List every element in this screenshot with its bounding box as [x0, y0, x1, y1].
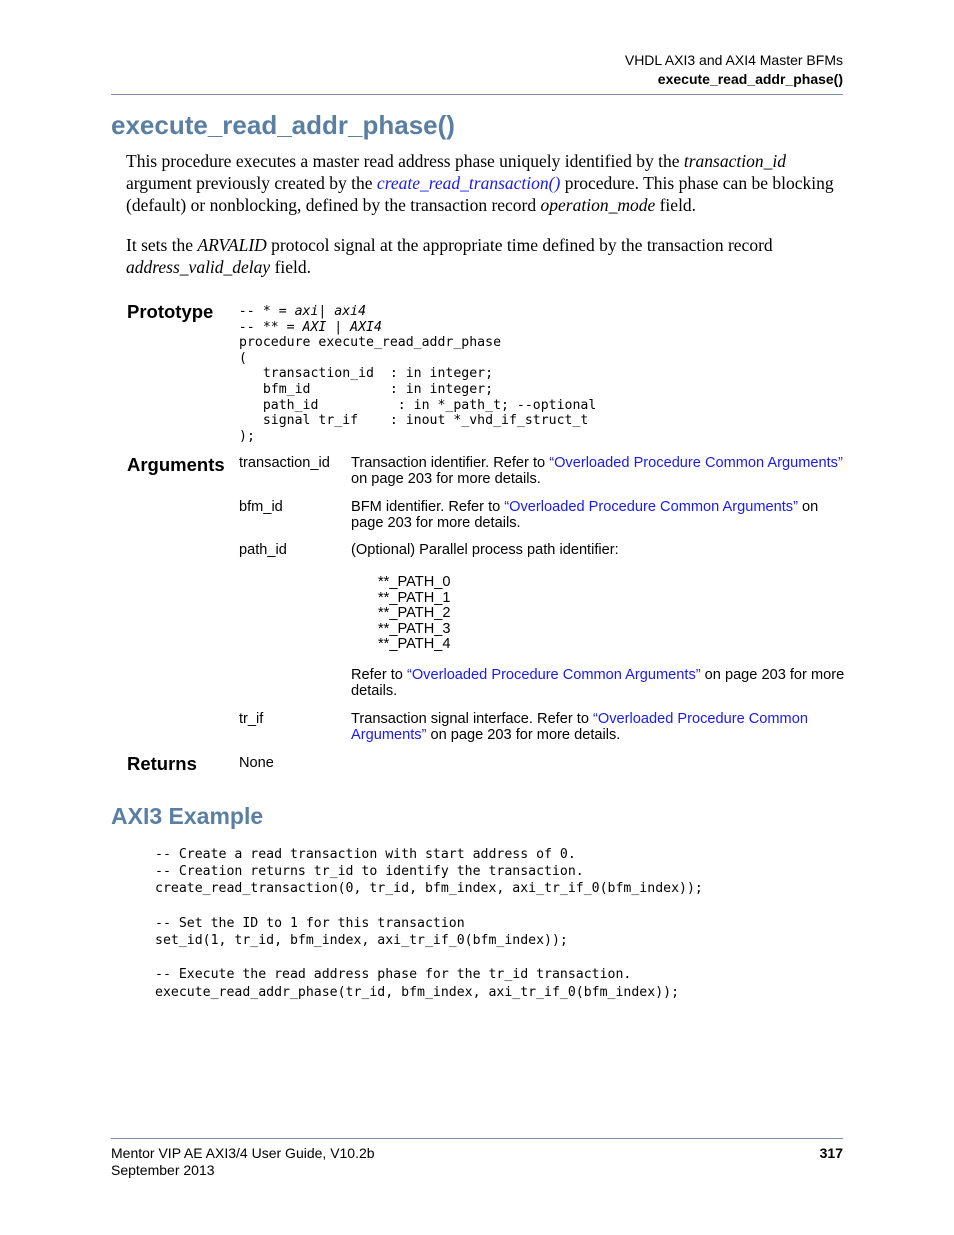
arguments-label: Arguments	[127, 454, 225, 475]
example-code	[155, 846, 703, 1001]
arg-desc-transaction-id	[351, 456, 846, 487]
arg-desc-tr-if	[351, 712, 846, 743]
arg-name-tr-if: tr_if	[239, 711, 264, 727]
overloaded-args-link[interactable]: “Overloaded Procedure Common Arguments”	[406, 667, 701, 683]
overloaded-args-link[interactable]: “Overloaded Procedure Common Arguments”	[504, 499, 798, 515]
example-line: -- Create a read transaction with start address of 0.	[155, 847, 576, 862]
arg-desc-text: BFM identifier. Refer to	[351, 499, 505, 515]
page-title: execute_read_addr_phase()	[111, 110, 455, 140]
arg-name-transaction-id: transaction_id	[239, 455, 330, 471]
path-value: **_PATH_4	[378, 636, 451, 653]
overloaded-args-link[interactable]: “Overloaded Procedure Common Arguments”	[351, 711, 808, 743]
footer-left	[111, 1145, 375, 1179]
example-line: set_id(1, tr_id, bfm_index, axi_tr_if_0(bfm_index));	[155, 933, 568, 948]
prototype-line: procedure execute_read_addr_phase	[239, 335, 502, 351]
prototype-line: );	[239, 428, 255, 444]
arg-desc-text: Transaction identifier. Refer to	[351, 455, 550, 471]
intro-p1-text-d: field.	[655, 195, 697, 215]
intro-p2-text-a: It sets the	[126, 235, 198, 255]
create-read-transaction-link[interactable]: create_read_transaction()	[376, 173, 561, 193]
example-line	[155, 949, 703, 966]
intro-p1-text-c: procedure. This phase can be blocking (default) or nonblocking, defined by the transaction record	[126, 173, 834, 215]
arg-desc-after: on page 203 for more details.	[351, 470, 541, 487]
path-id-values	[378, 575, 450, 653]
prototype-line: signal tr_if : inout *_vhd_if_struct_t	[239, 413, 589, 429]
example-heading: AXI3 Example	[111, 803, 264, 829]
example-line: -- Creation returns tr_id to identify the transaction.	[155, 864, 584, 880]
footer-guide-title: Mentor VIP AE AXI3/4 User Guide, V10.2b	[111, 1145, 375, 1161]
intro-paragraph-2	[126, 234, 846, 278]
returns-label: Returns	[127, 753, 197, 774]
overloaded-args-link[interactable]: “Overloaded Procedure Common Arguments”	[549, 455, 843, 471]
prototype-label: Prototype	[127, 301, 214, 322]
arg-desc-after: on page 203 for more details.	[426, 726, 621, 743]
arg-refer-path-id	[351, 668, 846, 699]
intro-p2-address-valid-delay: address_valid_delay	[126, 257, 271, 277]
arg-desc-after: on page 203 for more details.	[351, 667, 845, 699]
prototype-line: transaction_id : in integer;	[239, 366, 494, 382]
arg-desc-path-id: (Optional) Parallel process path identifier:	[351, 542, 619, 558]
path-value: **_PATH_0	[378, 574, 451, 590]
path-value: **_PATH_1	[378, 589, 451, 606]
example-line: -- Set the ID to 1 for this transaction	[155, 915, 465, 931]
arg-desc-text: Transaction signal interface. Refer to	[351, 711, 593, 727]
arg-desc-text: Refer to	[351, 667, 407, 683]
footer-rule	[111, 1138, 843, 1139]
arg-desc-after: on page 203 for more details.	[351, 499, 819, 531]
intro-paragraph-1	[126, 150, 846, 216]
running-header-title: VHDL AXI3 and AXI4 Master BFMs	[624, 52, 843, 68]
header-rule	[111, 94, 843, 95]
footer-date: September 2013	[111, 1162, 215, 1178]
path-value: **_PATH_2	[378, 605, 451, 622]
arg-name-path-id: path_id	[239, 542, 287, 558]
example-line: -- Execute the read address phase for the tr_id transaction.	[155, 967, 632, 983]
returns-value: None	[239, 755, 274, 771]
prototype-line: -- * = axi| axi4	[239, 304, 367, 319]
example-line: create_read_transaction(0, tr_id, bfm_index, axi_tr_if_0(bfm_index));	[155, 881, 703, 897]
example-line	[155, 898, 703, 915]
example-line: execute_read_addr_phase(tr_id, bfm_index, axi_tr_if_0(bfm_index));	[155, 984, 680, 1000]
arg-desc-bfm-id	[351, 500, 846, 531]
intro-p1-transaction-id: transaction_id	[683, 151, 786, 171]
prototype-line: (	[239, 350, 247, 366]
prototype-line: -- ** = AXI | AXI4	[239, 319, 382, 335]
intro-p2-text-b: protocol signal at the appropriate time defined by the transaction record	[266, 235, 773, 255]
intro-p2-arvalid: ARVALID	[197, 235, 267, 255]
intro-p2-text-c: field.	[270, 257, 312, 277]
running-header-section: execute_read_addr_phase()	[657, 71, 843, 87]
intro-p1-text-b: argument previously created by the	[126, 173, 377, 193]
arg-name-bfm-id: bfm_id	[239, 499, 283, 515]
path-value: **_PATH_3	[378, 620, 451, 637]
page-number: 317	[819, 1145, 843, 1161]
prototype-code	[239, 304, 596, 444]
intro-p1-text-a: This procedure executes a master read address phase uniquely identified by the	[126, 151, 684, 171]
prototype-line: bfm_id : in integer;	[239, 381, 494, 397]
intro-p1-operation-mode: operation_mode	[540, 195, 656, 215]
prototype-line: path_id : in *_path_t; --optional	[239, 397, 597, 413]
